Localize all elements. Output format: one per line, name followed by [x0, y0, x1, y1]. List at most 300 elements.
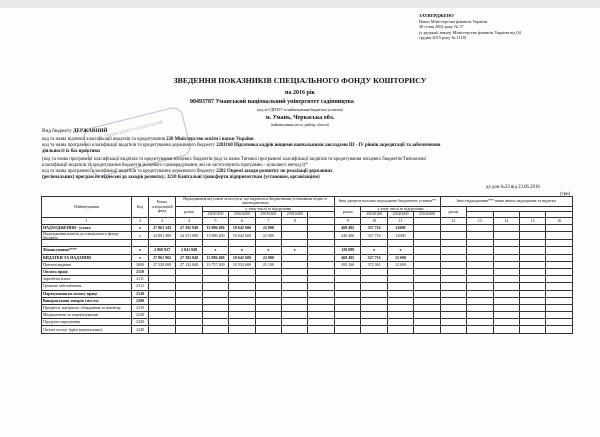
- city-line: м. Умань, Черкаська обл.: [265, 115, 335, 121]
- table-cell: [148, 283, 176, 290]
- table-cell: [467, 268, 493, 275]
- table-cell: [361, 240, 387, 247]
- table-cell: [361, 290, 387, 297]
- table-cell: [546, 232, 573, 240]
- table-cell: x: [132, 247, 149, 254]
- table-cell: [440, 304, 466, 311]
- table-row: [42, 276, 573, 283]
- table-cell: x: [282, 247, 308, 254]
- table-cell: [493, 297, 519, 304]
- table-row: [42, 304, 573, 311]
- table-cell: [414, 326, 440, 333]
- table-cell: 27 392 848: [176, 254, 202, 261]
- table-cell: x: [387, 247, 413, 254]
- table-cell: [493, 283, 519, 290]
- table-cell: [202, 283, 228, 290]
- table-cell: 9: [334, 217, 360, 224]
- table-cell: [282, 276, 308, 283]
- table-cell: x: [132, 232, 149, 240]
- table-cell: [387, 268, 413, 275]
- table-cell: [493, 240, 519, 247]
- group-b-sub: у тому числі за підгрупами: [361, 206, 440, 211]
- table-cell: [440, 326, 466, 333]
- table-cell: [282, 312, 308, 319]
- department-code-line: [42, 137, 254, 143]
- table-cell: [308, 247, 335, 254]
- table-cell: [414, 224, 440, 231]
- kekv-b-2: 25020200: [387, 212, 413, 217]
- approval-line-3: (у редакції наказу Міністерства фінансів України від 04: [419, 29, 521, 35]
- table-cell: 10 642 600: [229, 232, 255, 240]
- row-name-cell: 1: [42, 217, 132, 224]
- row-name-cell: Продукти харчування: [42, 319, 132, 326]
- table-cell: 2: [132, 217, 149, 224]
- page-edge-shadow: [0, 0, 600, 8]
- table-cell: 12690: [387, 224, 413, 231]
- kekv-a-3: 25010300: [255, 212, 281, 217]
- table-cell: [282, 304, 308, 311]
- table-cell: [440, 268, 466, 275]
- table-cell: [255, 283, 281, 290]
- table-cell: [334, 276, 360, 283]
- table-cell: [414, 283, 440, 290]
- program-code-cont: [42, 149, 100, 155]
- table-cell: [440, 232, 466, 240]
- table-cell: [440, 312, 466, 319]
- table-cell: [440, 261, 466, 268]
- table-cell: [546, 254, 573, 261]
- table-row: [42, 290, 573, 297]
- table-cell: 24 891 406: [148, 232, 176, 240]
- table-cell: [229, 319, 255, 326]
- table-cell: [546, 224, 573, 231]
- table-cell: [467, 304, 493, 311]
- table-cell: 22 000: [255, 232, 281, 240]
- table-cell: [519, 224, 545, 231]
- table-cell: 395 160: [334, 261, 360, 268]
- table-cell: [519, 240, 545, 247]
- table-cell: [546, 312, 573, 319]
- table-cell: 27 861 343: [148, 224, 176, 231]
- table-cell: [202, 297, 228, 304]
- budget-type-value: ДЕРЖАВНИЙ: [72, 128, 108, 134]
- table-cell: [255, 326, 281, 333]
- table-cell: [546, 268, 573, 275]
- table-cell: [414, 232, 440, 240]
- approval-block: [419, 13, 597, 41]
- table-cell: [519, 312, 545, 319]
- table-cell: [493, 268, 519, 275]
- table-cell: 7: [255, 217, 281, 224]
- table-cell: [148, 304, 176, 311]
- table-cell: [493, 326, 519, 333]
- table-cell: [308, 240, 335, 247]
- table-cell: [255, 268, 281, 275]
- budget-table: [41, 196, 573, 334]
- local-code-line-4: [42, 175, 320, 181]
- table-cell: 12: [440, 217, 466, 224]
- group-a-sub: у тому числі за підгрупами: [202, 206, 334, 211]
- table-cell: [519, 297, 545, 304]
- table-cell: [519, 319, 545, 326]
- table-cell: [414, 304, 440, 311]
- table-cell: x: [255, 247, 281, 254]
- table-cell: [308, 217, 335, 224]
- row-name-cell: Предмети, матеріали, обладнання та інвентар: [42, 304, 132, 311]
- table-cell: [334, 304, 360, 311]
- table-cell: [308, 224, 335, 231]
- table-cell: 22 000: [255, 224, 281, 231]
- table-cell: [334, 312, 360, 319]
- table-cell: 2200: [132, 297, 149, 304]
- table-cell: [229, 326, 255, 333]
- table-cell: [546, 276, 573, 283]
- program-code-line: [42, 143, 542, 149]
- table-cell: [387, 297, 413, 304]
- table-cell: [255, 276, 281, 283]
- table-cell: [361, 312, 387, 319]
- table-cell: [148, 240, 176, 247]
- table-cell: [202, 240, 228, 247]
- table-cell: [440, 247, 466, 254]
- table-cell: [467, 276, 493, 283]
- table-cell: 2220: [132, 312, 149, 319]
- col-total-header: Разом, спеціальний фонд: [148, 197, 176, 218]
- table-row: [42, 297, 573, 304]
- table-cell: 15: [519, 217, 545, 224]
- row-name-cell: Грошове забезпечення: [42, 283, 132, 290]
- table-cell: [308, 290, 335, 297]
- table-cell: [493, 232, 519, 240]
- table-cell: [176, 326, 202, 333]
- table-cell: 327 716: [361, 254, 387, 261]
- table-cell: [519, 290, 545, 297]
- table-cell: [308, 326, 335, 333]
- row-name-cell: Фінансування****: [42, 247, 132, 254]
- row-name-cell: [42, 240, 132, 247]
- currency-unit: (грн): [560, 192, 571, 197]
- table-cell: 13 886 400: [202, 254, 228, 261]
- kekv-a-2: 25010200: [229, 212, 255, 217]
- table-cell: [148, 297, 176, 304]
- table-cell: [414, 290, 440, 297]
- table-cell: [519, 254, 545, 261]
- group-a-total: разом: [176, 206, 202, 217]
- local-code-value-cont: (регіональних) програм не віднесені до заходів розвитку; 3210 Капітальні трансферти підприємствам (установам, організаціям): [42, 175, 320, 180]
- table-cell: [176, 283, 202, 290]
- table-row: [42, 217, 573, 224]
- local-code-line-2: класифікації видатків та кредитування бюджетів місцевого самоврядування, які не застосовують програмно - цільового методу))*: [42, 163, 308, 168]
- table-cell: [493, 319, 519, 326]
- table-cell: [440, 319, 466, 326]
- table-cell: [467, 247, 493, 254]
- table-cell: [229, 240, 255, 247]
- row-name-cell: Оплата праці: [42, 268, 132, 275]
- table-cell: [202, 326, 228, 333]
- table-cell: 10 532 600: [229, 261, 255, 268]
- table-cell: 13: [467, 217, 493, 224]
- table-cell: 12 690: [387, 261, 413, 268]
- table-cell: 2210: [132, 304, 149, 311]
- table-cell: [282, 290, 308, 297]
- table-cell: [202, 290, 228, 297]
- table-cell: [493, 261, 519, 268]
- table-cell: [440, 224, 466, 231]
- table-cell: 10: [361, 217, 387, 224]
- table-cell: 340 406: [334, 232, 360, 240]
- table-row: [42, 326, 573, 333]
- table-cell: [282, 224, 308, 231]
- city-note: (найменування міста, району, області): [270, 123, 330, 127]
- table-row: [42, 261, 573, 268]
- table-cell: [255, 312, 281, 319]
- table-cell: [282, 297, 308, 304]
- table-cell: [519, 326, 545, 333]
- table-cell: [361, 276, 387, 283]
- table-cell: [229, 276, 255, 283]
- table-cell: [467, 261, 493, 268]
- table-row: [42, 240, 573, 247]
- table-cell: 13 886 400: [202, 224, 228, 231]
- row-name-cell: Заробітна плата: [42, 276, 132, 283]
- table-cell: [308, 304, 335, 311]
- table-cell: [519, 232, 545, 240]
- table-cell: [255, 304, 281, 311]
- budget-type-label: Вид бюджету: [42, 128, 72, 134]
- table-cell: [519, 276, 545, 283]
- table-cell: [229, 297, 255, 304]
- table-cell: [546, 283, 573, 290]
- table-row: [42, 224, 573, 231]
- table-cell: [282, 261, 308, 268]
- budget-type: [42, 128, 107, 134]
- table-cell: [414, 297, 440, 304]
- table-cell: [546, 297, 573, 304]
- table-cell: [176, 319, 202, 326]
- department-code-label: код та назва відомчої класифікації видатків та кредитування: [42, 137, 166, 142]
- table-cell: 13 757 300: [202, 261, 228, 268]
- table-cell: [546, 319, 573, 326]
- table-cell: [361, 283, 387, 290]
- table-cell: [387, 319, 413, 326]
- table-cell: [308, 312, 335, 319]
- stamp-text: УМАНСЬКИЙ НАЦІОНАЛЬНИЙ: [104, 119, 163, 139]
- table-cell: 2 969 937: [148, 247, 176, 254]
- table-cell: 11: [387, 217, 413, 224]
- group-b-header: Інші джерела власних надходжень бюджетних установ**: [334, 197, 440, 207]
- table-cell: [229, 268, 255, 275]
- table-cell: x: [229, 247, 255, 254]
- table-cell: [334, 268, 360, 275]
- table-cell: x: [132, 224, 149, 231]
- table-cell: [282, 240, 308, 247]
- table-cell: [440, 254, 466, 261]
- group-b-total: разом: [334, 206, 360, 217]
- header-row-1: [42, 197, 573, 207]
- table-cell: 3: [148, 217, 176, 224]
- table-cell: [148, 319, 176, 326]
- table-cell: x: [202, 247, 228, 254]
- table-cell: [176, 276, 202, 283]
- table-cell: 2111: [132, 276, 149, 283]
- table-cell: 8: [282, 217, 308, 224]
- table-cell: 27 132 848: [176, 261, 202, 268]
- table-cell: [440, 290, 466, 297]
- table-cell: [334, 326, 360, 333]
- table-cell: [440, 276, 466, 283]
- table-cell: [334, 297, 360, 304]
- table-cell: [229, 290, 255, 297]
- table-cell: [176, 268, 202, 275]
- table-cell: [361, 268, 387, 275]
- table-cell: [467, 224, 493, 231]
- table-cell: [334, 240, 360, 247]
- table-cell: [414, 268, 440, 275]
- table-cell: 12 690: [387, 254, 413, 261]
- table-cell: 468 495: [334, 254, 360, 261]
- table-cell: [519, 283, 545, 290]
- document-title: ЗВЕДЕННЯ ПОКАЗНИКІВ СПЕЦІАЛЬНОГО ФОНДУ КОШТОРИСУ: [173, 76, 427, 85]
- group-c-total: разом: [440, 206, 466, 217]
- local-code-line-1: (код та назва програмної класифікації видатків та кредитування місцевих бюджетів (код та назва Типової програмної класифікації видатків та кредитування місцевих бюджетів/Тимчасової: [42, 157, 427, 162]
- local-code-line-3: [42, 169, 562, 175]
- table-cell: 14: [493, 217, 519, 224]
- kekv-a-1: 25010100: [202, 212, 228, 217]
- table-cell: [467, 232, 493, 240]
- row-name-cell: Поточні видатки: [42, 261, 132, 268]
- table-cell: [467, 312, 493, 319]
- row-name-cell: Оплата послуг (крім комунальних): [42, 326, 132, 333]
- table-cell: [546, 240, 573, 247]
- table-cell: [361, 326, 387, 333]
- approval-line-1: Наказ Міністерства фінансів України: [419, 18, 488, 24]
- table-cell: [519, 261, 545, 268]
- group-c-header: Інші надходження*** назва інших надходжень та видатки: [440, 197, 572, 207]
- table-cell: [255, 240, 281, 247]
- table-cell: [282, 326, 308, 333]
- table-cell: 5: [202, 217, 228, 224]
- table-cell: [308, 297, 335, 304]
- table-cell: [387, 240, 413, 247]
- table-cell: [176, 312, 202, 319]
- table-cell: [202, 268, 228, 275]
- table-cell: [493, 247, 519, 254]
- table-cell: [546, 290, 573, 297]
- table-row: [42, 312, 573, 319]
- table-cell: [387, 326, 413, 333]
- table-cell: x: [132, 254, 149, 261]
- organization-name: Уманський національний університет садівництва: [215, 99, 354, 105]
- table-cell: 10 642 600: [229, 254, 255, 261]
- table-cell: [387, 290, 413, 297]
- table-cell: [519, 268, 545, 275]
- table-cell: [132, 240, 149, 247]
- table-cell: 2120: [132, 290, 149, 297]
- table-cell: [467, 326, 493, 333]
- table-cell: [387, 276, 413, 283]
- table-cell: [148, 326, 176, 333]
- table-cell: [202, 276, 228, 283]
- table-cell: [361, 304, 387, 311]
- table-cell: [493, 290, 519, 297]
- edrpou-line: [190, 99, 354, 105]
- table-cell: [176, 297, 202, 304]
- table-cell: 2110: [132, 268, 149, 275]
- row-name-cell: Нарахування на оплату праці: [42, 290, 132, 297]
- table-cell: [414, 276, 440, 283]
- table-cell: 372 361: [361, 261, 387, 268]
- table-cell: 128 089: [334, 247, 360, 254]
- table-cell: [255, 290, 281, 297]
- col-code-header: Код: [132, 197, 149, 218]
- program-code-value-cont: діяльності їх баз практики: [42, 149, 100, 154]
- table-cell: [440, 297, 466, 304]
- table-cell: 21 100: [255, 261, 281, 268]
- local-code-value: 2282 Окремі заходи розвитку по реалізації державних: [216, 169, 333, 174]
- table-cell: 2112: [132, 283, 149, 290]
- table-cell: [546, 304, 573, 311]
- table-row: [42, 319, 573, 326]
- table-cell: [176, 290, 202, 297]
- table-cell: 22 000: [255, 254, 281, 261]
- table-cell: 4: [176, 217, 202, 224]
- kekv-b-1: 25020100: [361, 212, 387, 217]
- table-cell: [414, 240, 440, 247]
- approval-line-4: грудня 2015 року № 1118): [419, 35, 467, 41]
- table-cell: [440, 283, 466, 290]
- table-cell: [176, 240, 202, 247]
- table-cell: [546, 247, 573, 254]
- table-cell: [493, 304, 519, 311]
- table-cell: [519, 247, 545, 254]
- table-cell: [282, 283, 308, 290]
- table-cell: 24 551 000: [176, 232, 202, 240]
- department-code-value: 220 Міністерство освіти і науки України: [166, 137, 254, 142]
- table-cell: [361, 319, 387, 326]
- table-cell: 16: [546, 217, 573, 224]
- table-cell: [546, 326, 573, 333]
- table-cell: [334, 290, 360, 297]
- table-cell: [148, 290, 176, 297]
- table-cell: [255, 297, 281, 304]
- local-code-line-3-text: код та назва програмної класифікації видатків та кредитування державного бюджету: [42, 169, 216, 174]
- table-cell: [229, 304, 255, 311]
- table-cell: 12690: [387, 232, 413, 240]
- table-cell: [308, 276, 335, 283]
- table-row: [42, 254, 573, 261]
- table-cell: [546, 261, 573, 268]
- kekv-a-4: 25010400: [282, 212, 308, 217]
- table-cell: 27 528 008: [148, 261, 176, 268]
- row-name-cell: Надходження коштів до спеціального фонду бюджету: [42, 232, 132, 240]
- program-code-label: код та назва програмної класифікації видатків та кредитування державного бюджету: [42, 143, 216, 148]
- table-cell: [308, 232, 335, 240]
- table-cell: [334, 283, 360, 290]
- table-cell: [308, 319, 335, 326]
- row-name-cell: Медикаменти та перев'язувальні: [42, 312, 132, 319]
- edrpou-code: 00493787: [190, 99, 214, 105]
- table-cell: [467, 319, 493, 326]
- table-cell: [361, 297, 387, 304]
- row-name-cell: НАДХОДЖЕННЯ - усього: [42, 224, 132, 231]
- table-cell: [414, 217, 440, 224]
- program-code-value: 2201160 Підготовка кадрів вищими навчальними закладами ІІІ - ІV рівнів акредитації та забезпечення: [216, 143, 441, 148]
- table-cell: [467, 254, 493, 261]
- table-cell: [467, 290, 493, 297]
- table-cell: [414, 319, 440, 326]
- table-cell: [467, 283, 493, 290]
- table-cell: [282, 254, 308, 261]
